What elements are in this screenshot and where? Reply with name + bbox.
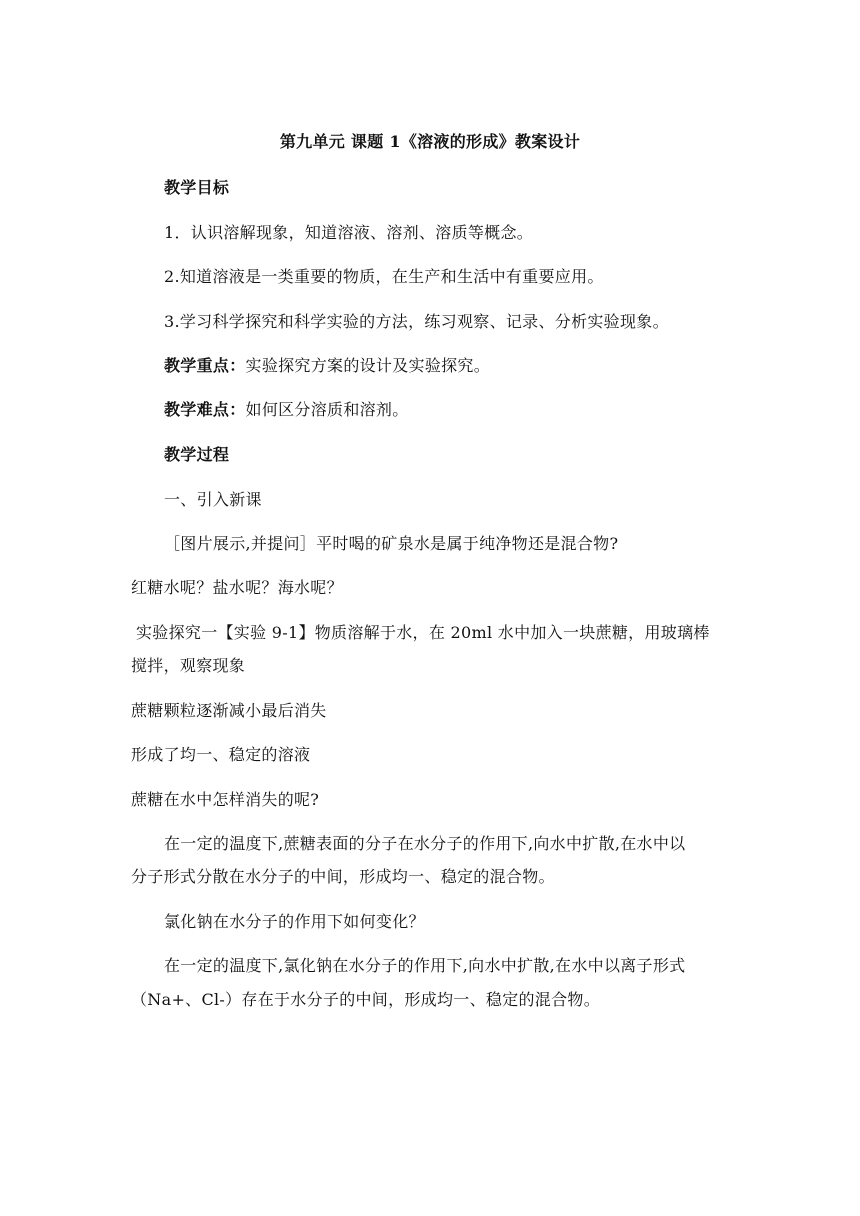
key-point-line [164, 355, 490, 377]
objective-item: 1．认识溶解现象，知道溶液、溶剂、溶质等概念。 [164, 223, 534, 242]
paragraph-line: 蔗糖在水中怎样消失的呢? [131, 790, 320, 809]
paragraph-line: 在一定的温度下,氯化钠在水分子的作用下,向水中扩散,在水中以离子形式 [164, 956, 686, 975]
paragraph-line: 形成了均一、稳定的溶液 [131, 745, 311, 764]
paragraph-line: （Na+、Cl-）存在于水分子的中间，形成均一、稳定的混合物。 [131, 990, 601, 1009]
paragraph-line: 红糖水呢？盐水呢？海水呢？ [131, 578, 343, 597]
paragraph-line: 在一定的温度下,蔗糖表面的分子在水分子的作用下,向水中扩散,在水中以 [164, 834, 686, 853]
objective-item: 2.知道溶液是一类重要的物质，在生产和生活中有重要应用。 [164, 267, 604, 286]
paragraph-line: 实验探究一【实验 9-1】物质溶解于水，在 20ml 水中加入一块蔗糖，用玻璃棒 [136, 623, 710, 642]
paragraph-line: 蔗糖颗粒逐渐减小最后消失 [131, 701, 327, 720]
difficulty-line [164, 399, 409, 421]
section-heading: 一、引入新课 [164, 490, 262, 509]
key-point-text: 实验探究方案的设计及实验探究。 [245, 356, 491, 375]
key-point-label: 教学重点： [164, 356, 246, 375]
difficulty-label: 教学难点： [164, 400, 246, 419]
document-title: 第九单元 课题 1《溶液的形成》教案设计 [279, 132, 581, 151]
process-heading: 教学过程 [164, 445, 230, 464]
paragraph-line: 氯化钠在水分子的作用下如何变化？ [164, 912, 425, 931]
paragraph-line: ［图片展示,并提问］平时喝的矿泉水是属于纯净物还是混合物? [164, 534, 619, 553]
objectives-heading: 教学目标 [164, 178, 230, 197]
paragraph-line: 分子形式分散在水分子的中间，形成均一、稳定的混合物。 [131, 867, 555, 886]
paragraph-line: 搅拌，观察现象 [131, 656, 246, 675]
objective-item: 3.学习科学探究和科学实验的方法，练习观察、记录、分析实验现象。 [164, 312, 669, 331]
difficulty-text: 如何区分溶质和溶剂。 [245, 400, 409, 419]
